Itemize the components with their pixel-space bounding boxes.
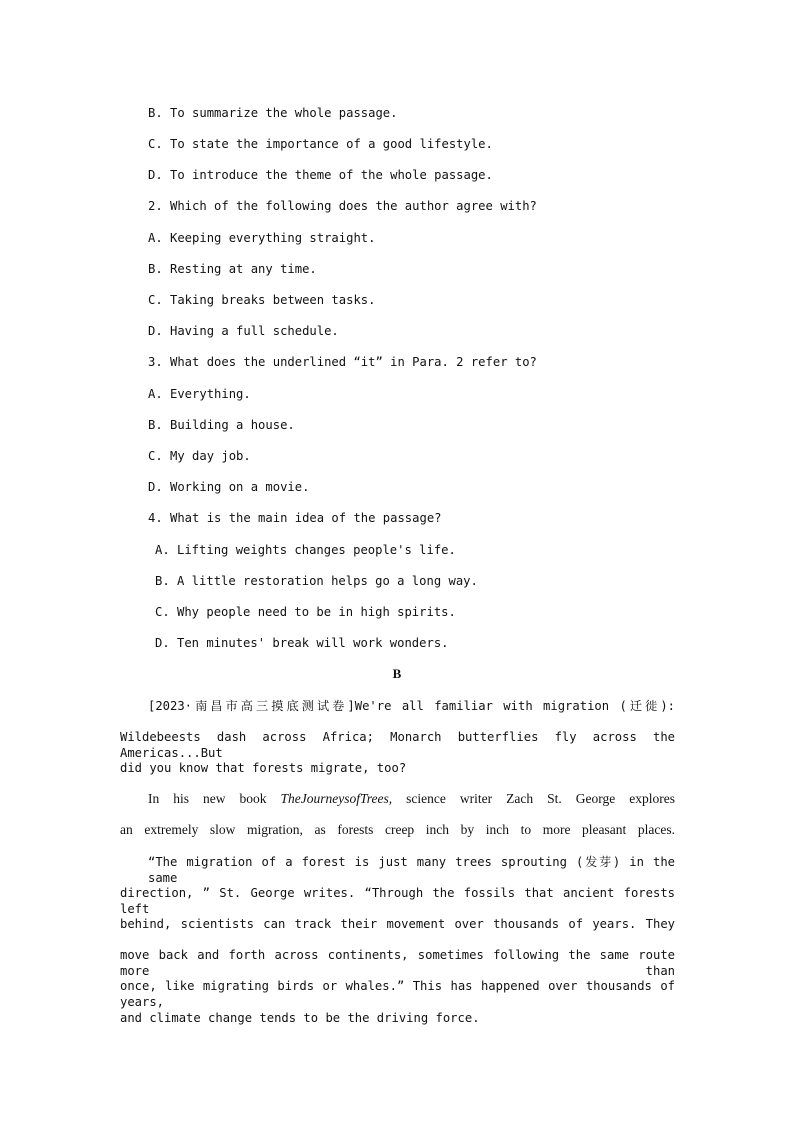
option-q2-d: D. Having a full schedule. [148, 324, 339, 338]
option-q4-d: D. Ten minutes' break will work wonders. [155, 636, 449, 650]
option-q4-c: C. Why people need to be in high spirits. [155, 605, 456, 619]
question-4-stem: 4. What is the main idea of the passage? [148, 511, 442, 525]
passage-text: In his new book [148, 791, 281, 806]
passage-line: direction, ” St. George writes. “Through the fossils that ancient forests left [120, 886, 675, 916]
option-q2-b: B. Resting at any time. [148, 262, 317, 276]
passage-line: an extremely slow migration, as forests creep inch by inch to more pleasant places. [120, 822, 675, 837]
option-q1-b: B. To summarize the whole passage. [148, 106, 398, 120]
question-3-stem: 3. What does the underlined “it” in Para. 2 refer to? [148, 355, 537, 369]
option-q3-a: A. Everything. [148, 387, 251, 401]
passage-line: once, like migrating birds or whales.” This has happened over thousands of years, [120, 979, 675, 1009]
book-title: TheJourneysofTrees, [280, 791, 393, 806]
passage-line: [2023·南昌市高三摸底测试卷]We're all familiar with migration (迁徙): [148, 699, 675, 713]
question-2-stem: 2. Which of the following does the author agree with? [148, 199, 537, 213]
option-q4-b: B. A little restoration helps go a long way. [155, 574, 478, 588]
option-q2-a: A. Keeping everything straight. [148, 231, 376, 245]
passage-line: “The migration of a forest is just many trees sprouting (发芽) in the same [148, 855, 675, 885]
passage-line: move back and forth across continents, sometimes following the same route more than [120, 948, 675, 978]
option-q2-c: C. Taking breaks between tasks. [148, 293, 376, 307]
passage-text: science writer Zach St. George explores [392, 791, 675, 806]
section-heading: B [392, 666, 402, 681]
option-q1-c: C. To state the importance of a good lifestyle. [148, 137, 493, 151]
passage-line: and climate change tends to be the driving force. [120, 1011, 480, 1025]
passage-line [148, 791, 675, 807]
option-q4-a: A. Lifting weights changes people's life. [155, 543, 456, 557]
option-q3-c: C. My day job. [148, 449, 251, 463]
passage-line: behind, scientists can track their movement over thousands of years. They [120, 917, 675, 931]
passage-line: Wildebeests dash across Africa; Monarch butterflies fly across the Americas...But [120, 730, 675, 760]
passage-line: did you know that forests migrate, too? [120, 761, 407, 775]
option-q1-d: D. To introduce the theme of the whole passage. [148, 168, 493, 182]
option-q3-b: B. Building a house. [148, 418, 295, 432]
option-q3-d: D. Working on a movie. [148, 480, 310, 494]
